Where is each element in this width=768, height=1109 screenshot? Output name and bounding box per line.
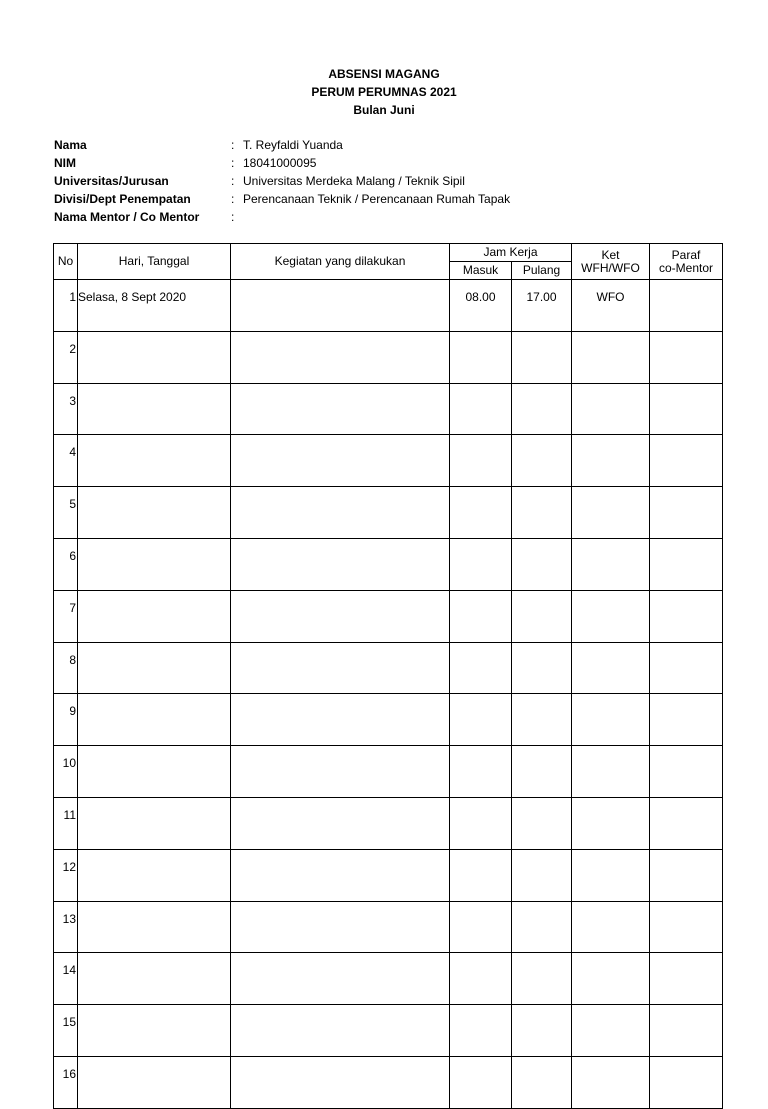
time-in-cell: [450, 487, 512, 539]
ket-cell: [572, 383, 650, 435]
activity-cell: [231, 383, 450, 435]
table-row: [54, 849, 723, 901]
paraf-cell: [650, 642, 723, 694]
date-cell: [78, 590, 231, 642]
paraf-cell: [650, 435, 723, 487]
table-row: [54, 953, 723, 1005]
paraf-cell: [650, 1005, 723, 1057]
activity-cell: [231, 590, 450, 642]
time-in-cell: [450, 435, 512, 487]
date-cell: [78, 1005, 231, 1057]
date-cell: [78, 953, 231, 1005]
paraf-cell: [650, 797, 723, 849]
date-cell: [78, 331, 231, 383]
row-number: 9: [54, 694, 78, 746]
date-cell: [78, 746, 231, 798]
ket-cell: [572, 435, 650, 487]
ket-cell: WFO: [572, 280, 650, 332]
ket-cell: [572, 1005, 650, 1057]
document-title: ABSENSI MAGANG: [328, 67, 440, 81]
activity-cell: [231, 797, 450, 849]
info-label-nim: NIM: [54, 156, 76, 170]
paraf-cell: [650, 383, 723, 435]
date-cell: Selasa, 8 Sept 2020: [78, 280, 231, 332]
ket-cell: [572, 538, 650, 590]
time-out-cell: [512, 487, 572, 539]
paraf-cell: [650, 694, 723, 746]
time-in-cell: [450, 331, 512, 383]
table-row: [54, 746, 723, 798]
row-number: 7: [54, 590, 78, 642]
header-date: Hari, Tanggal: [78, 244, 231, 280]
time-in-cell: [450, 953, 512, 1005]
row-number: 5: [54, 487, 78, 539]
period-label: Bulan Juni: [353, 103, 415, 117]
header-work-hours: Jam Kerja: [450, 244, 572, 262]
ket-cell: [572, 849, 650, 901]
activity-cell: [231, 1005, 450, 1057]
ket-cell: [572, 487, 650, 539]
table-row: [54, 901, 723, 953]
paraf-cell: [650, 590, 723, 642]
time-out-cell: [512, 797, 572, 849]
activity-cell: [231, 746, 450, 798]
row-number: 3: [54, 383, 78, 435]
date-cell: [78, 797, 231, 849]
paraf-cell: [650, 538, 723, 590]
ket-cell: [572, 746, 650, 798]
date-cell: [78, 435, 231, 487]
header-paraf-line1: Paraf: [671, 247, 701, 262]
time-out-cell: [512, 953, 572, 1005]
activity-cell: [231, 280, 450, 332]
paraf-cell: [650, 849, 723, 901]
table-row: [54, 538, 723, 590]
time-out-cell: [512, 694, 572, 746]
info-colon: :: [231, 210, 235, 224]
info-label-divisi: Divisi/Dept Penempatan: [54, 192, 191, 206]
info-colon: :: [231, 192, 235, 206]
paraf-cell: [650, 1056, 723, 1108]
time-in-cell: 08.00: [450, 280, 512, 332]
date-cell: [78, 642, 231, 694]
date-cell: [78, 538, 231, 590]
time-in-cell: [450, 797, 512, 849]
time-out-cell: [512, 746, 572, 798]
row-number: 1: [54, 280, 78, 332]
time-in-cell: [450, 538, 512, 590]
time-out-cell: [512, 435, 572, 487]
activity-cell: [231, 331, 450, 383]
table-row: [54, 1056, 723, 1108]
time-out-cell: [512, 538, 572, 590]
table-row: [54, 435, 723, 487]
row-number: 11: [54, 797, 78, 849]
row-number: 6: [54, 538, 78, 590]
attendance-table: [53, 243, 723, 1109]
info-colon: :: [231, 156, 235, 170]
info-label-mentor: Nama Mentor / Co Mentor: [54, 210, 200, 224]
info-label-universitas: Universitas/Jurusan: [54, 174, 169, 188]
table-row: [54, 642, 723, 694]
row-number: 12: [54, 849, 78, 901]
paraf-cell: [650, 280, 723, 332]
time-in-cell: [450, 1005, 512, 1057]
activity-cell: [231, 435, 450, 487]
paraf-cell: [650, 487, 723, 539]
date-cell: [78, 1056, 231, 1108]
row-number: 16: [54, 1056, 78, 1108]
paraf-cell: [650, 331, 723, 383]
time-in-cell: [450, 746, 512, 798]
info-value-universitas: Universitas Merdeka Malang / Teknik Sipil: [243, 174, 465, 188]
info-colon: :: [231, 138, 235, 152]
time-out-cell: [512, 1005, 572, 1057]
time-in-cell: [450, 642, 512, 694]
company-name: PERUM PERUMNAS 2021: [311, 85, 457, 99]
ket-cell: [572, 797, 650, 849]
time-out-cell: 17.00: [512, 280, 572, 332]
activity-cell: [231, 1056, 450, 1108]
time-out-cell: [512, 383, 572, 435]
date-cell: [78, 849, 231, 901]
ket-cell: [572, 694, 650, 746]
time-out-cell: [512, 849, 572, 901]
date-cell: [78, 383, 231, 435]
activity-cell: [231, 642, 450, 694]
row-number: 2: [54, 331, 78, 383]
info-label-nama: Nama: [54, 138, 87, 152]
row-number: 4: [54, 435, 78, 487]
activity-cell: [231, 538, 450, 590]
header-ket-line1: Ket: [601, 247, 620, 262]
ket-cell: [572, 1056, 650, 1108]
row-number: 8: [54, 642, 78, 694]
table-row: [54, 383, 723, 435]
header-ket-line2: WFH/WFO: [581, 260, 640, 275]
activity-cell: [231, 487, 450, 539]
time-in-cell: [450, 849, 512, 901]
date-cell: [78, 694, 231, 746]
activity-cell: [231, 953, 450, 1005]
time-in-cell: [450, 1056, 512, 1108]
time-out-cell: [512, 1056, 572, 1108]
table-row: [54, 694, 723, 746]
header-no: No: [54, 244, 78, 280]
ket-cell: [572, 953, 650, 1005]
activity-cell: [231, 694, 450, 746]
info-value-nim: 18041000095: [243, 156, 317, 170]
time-in-cell: [450, 694, 512, 746]
time-out-cell: [512, 590, 572, 642]
info-value-divisi: Perencanaan Teknik / Perencanaan Rumah Tapak: [243, 192, 511, 206]
header-out: Pulang: [512, 262, 572, 280]
table-row: [54, 487, 723, 539]
row-number: 10: [54, 746, 78, 798]
time-out-cell: [512, 642, 572, 694]
table-row: [54, 331, 723, 383]
table-row: [54, 797, 723, 849]
row-number: 14: [54, 953, 78, 1005]
time-out-cell: [512, 901, 572, 953]
header-activity: Kegiatan yang dilakukan: [231, 244, 450, 280]
paraf-cell: [650, 746, 723, 798]
table-row: [54, 1005, 723, 1057]
ket-cell: [572, 331, 650, 383]
ket-cell: [572, 901, 650, 953]
row-number: 15: [54, 1005, 78, 1057]
table-row: [54, 590, 723, 642]
info-value-nama: T. Reyfaldi Yuanda: [243, 138, 343, 152]
header-paraf-line2: co-Mentor: [658, 260, 714, 275]
header-paraf: [650, 244, 723, 280]
date-cell: [78, 487, 231, 539]
info-colon: :: [231, 174, 235, 188]
header-in: Masuk: [450, 262, 512, 280]
ket-cell: [572, 642, 650, 694]
time-in-cell: [450, 383, 512, 435]
date-cell: [78, 901, 231, 953]
time-in-cell: [450, 901, 512, 953]
ket-cell: [572, 590, 650, 642]
activity-cell: [231, 901, 450, 953]
row-number: 13: [54, 901, 78, 953]
table-row: [54, 280, 723, 332]
header-ket: [572, 244, 650, 280]
time-out-cell: [512, 331, 572, 383]
paraf-cell: [650, 953, 723, 1005]
time-in-cell: [450, 590, 512, 642]
activity-cell: [231, 849, 450, 901]
paraf-cell: [650, 901, 723, 953]
